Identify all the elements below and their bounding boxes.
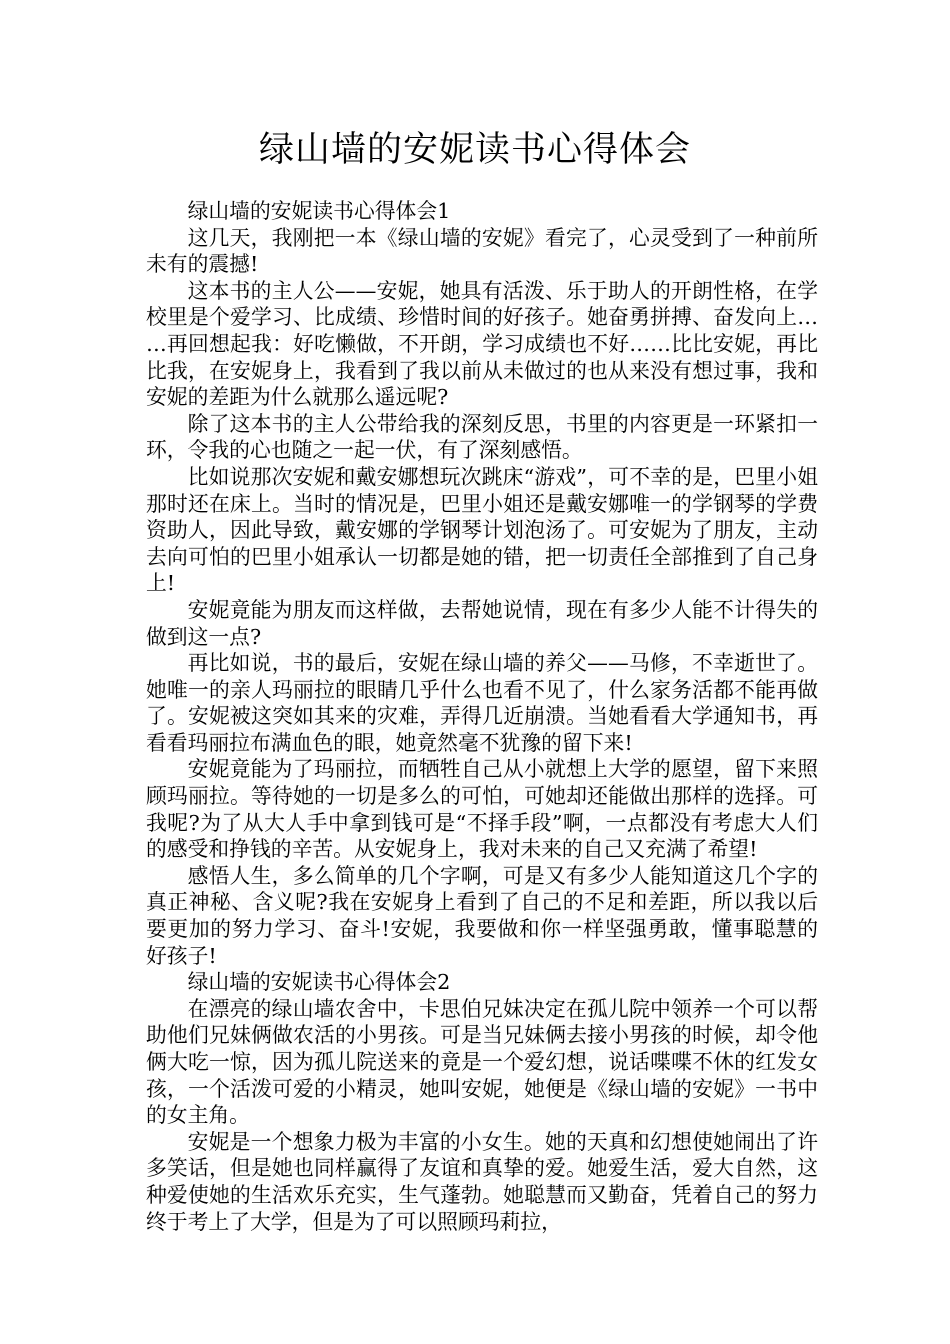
paragraph: 安妮是一个想象力极为丰富的小女生。她的天真和幻想使她闹出了许多笑话，但是她也同样赢得了友谊和真挚的爱。她爱生活，爱大自然，这种爱使她的生活欢乐充实，生气蓬勃。她聪慧而又勤奋，凭着自己的努力终于考上了大学，但是为了可以照顾玛莉拉，: [146, 1129, 818, 1234]
paragraph: 安妮竟能为朋友而这样做，去帮她说情，现在有多少人能不计得失的做到这一点?: [146, 597, 818, 649]
section-heading-2: 绿山墙的安妮读书心得体会2: [187, 970, 451, 995]
paragraph: 感悟人生，多么简单的几个字啊，可是又有多少人能知道这几个字的真正神秘、含义呢?我在安妮身上看到了自己的不足和差距，所以我以后要更加的努力学习、奋斗!安妮，我要做和你一样坚强勇敢，懂事聪慧的好孩子!: [146, 863, 818, 968]
paragraph: 安妮竟能为了玛丽拉，而牺牲自己从小就想上大学的愿望，留下来照顾玛丽拉。等待她的一切是多么的可怕，可她却还能做出那样的选择。可我呢?为了从大人手中拿到钱可是“不择手段”啊，一点都没有考虑大人们的感受和挣钱的辛苦。从安妮身上，我对未来的自己又充满了希望!: [146, 757, 818, 862]
paragraph: 比如说那次安妮和戴安娜想玩次跳床“游戏”，可不幸的是，巴里小姐那时还在床上。当时的情况是，巴里小姐还是戴安娜唯一的学钢琴的学费资助人，因此导致，戴安娜的学钢琴计划泡汤了。可安妮为了朋友，主动去向可怕的巴里小姐承认一切都是她的错，把一切责任全部推到了自己身上!: [146, 464, 818, 596]
paragraph: 这本书的主人公——安妮，她具有活泼、乐于助人的开朗性格，在学校里是个爱学习、比成绩、珍惜时间的好孩子。她奋勇拼搏、奋发向上……再回想起我：好吃懒做，不开朗，学习成绩也不好……比比安妮，再比比我，在安妮身上，我看到了我以前从未做过的也从来没有想过事，我和安妮的差距为什么就那么遥远呢?: [146, 278, 818, 410]
paragraph: 除了这本书的主人公带给我的深刻反思，书里的内容更是一环紧扣一环，令我的心也随之一起一伏，有了深刻感悟。: [146, 411, 818, 463]
paragraph: 这几天，我刚把一本《绿山墙的安妮》看完了，心灵受到了一种前所未有的震撼!: [146, 225, 818, 277]
document-body: [146, 198, 818, 1235]
document-title: 绿山墙的安妮读书心得体会: [258, 130, 691, 170]
paragraph: 在漂亮的绿山墙农舍中，卡思伯兄妹决定在孤儿院中领养一个可以帮助他们兄妹俩做农活的小男孩。可是当兄妹俩去接小男孩的时候，却令他俩大吃一惊，因为孤儿院送来的竟是一个爱幻想，说话喋喋不休的红发女孩，一个活泼可爱的小精灵，她叫安妮，她便是《绿山墙的安妮》一书中的女主角。: [146, 996, 818, 1128]
paragraph: 再比如说，书的最后，安妮在绿山墙的养父——马修，不幸逝世了。她唯一的亲人玛丽拉的眼睛几乎什么也看不见了，什么家务活都不能再做了。安妮被这突如其来的灾难，弄得几近崩溃。当她看看大学通知书，再看看玛丽拉布满血色的眼，她竟然毫不犹豫的留下来!: [146, 651, 818, 755]
section-heading-1: 绿山墙的安妮读书心得体会1: [187, 199, 451, 223]
